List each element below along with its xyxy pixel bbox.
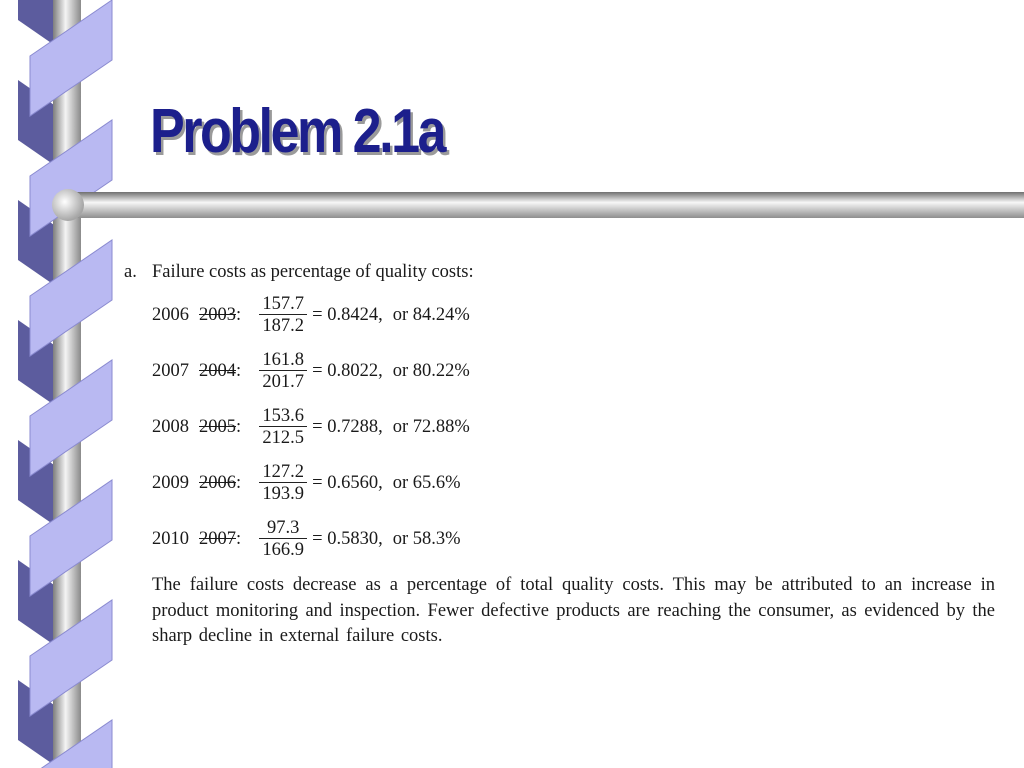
ratio: 0.5830, <box>327 528 383 549</box>
year: 2009 <box>152 472 189 493</box>
struck-year: 2007 <box>199 528 236 549</box>
fraction <box>259 462 307 505</box>
part-heading <box>124 262 996 283</box>
numerator: 157.7 <box>262 293 304 314</box>
fraction <box>259 294 307 337</box>
calculation-row: 2008 2005 : $\frac{153.6}{212.5}$ = 0.7288, or 72.88% <box>152 405 470 448</box>
numerator: 161.8 <box>262 349 304 370</box>
percent: 72.88% <box>412 416 470 437</box>
denominator: 193.9 <box>262 483 304 504</box>
numerator: 97.3 <box>266 517 300 538</box>
fraction <box>259 350 307 393</box>
percent: 65.6% <box>412 472 461 493</box>
denominator: 187.2 <box>262 315 304 336</box>
calculation-row: 2009 2006 : $\frac{127.2}{193.9}$ = 0.6560, or 65.6% <box>152 461 461 504</box>
percent: 58.3% <box>412 528 461 549</box>
denominator: 166.9 <box>262 539 304 560</box>
year: 2006 <box>152 304 189 325</box>
part-heading-text: Failure costs as percentage of quality costs: <box>152 262 474 282</box>
struck-year: 2006 <box>199 472 236 493</box>
percent: 84.24% <box>412 304 470 325</box>
struck-year: 2003 <box>199 304 236 325</box>
calculation-rows <box>124 287 996 567</box>
denominator: 201.7 <box>262 371 304 392</box>
numerator: 127.2 <box>262 461 304 482</box>
calculation-row: 2010 2007 : $\frac{97.3}{166.9}$ = 0.5830, or 58.3% <box>152 517 461 560</box>
title-divider-rule <box>0 180 1024 232</box>
numerator: 153.6 <box>262 405 304 426</box>
conclusion-paragraph: The failure costs decrease as a percentage of total quality costs. This may be attributed to an increase in product monitoring and inspection. Fewer defective products are reaching the consumer, as evidenced by the sharp decline in external failure costs. <box>152 575 995 646</box>
fraction <box>259 518 307 561</box>
struck-year: 2004 <box>199 360 236 381</box>
ratio: 0.7288, <box>327 416 383 437</box>
part-label: a. <box>124 262 137 282</box>
year: 2010 <box>152 528 189 549</box>
ratio: 0.6560, <box>327 472 383 493</box>
ribbon-pole-decoration <box>0 0 120 768</box>
calculation-row: 2007 2004 : $\frac{161.8}{201.7}$ = 0.8022, or 80.22% <box>152 349 470 392</box>
struck-year: 2005 <box>199 416 236 437</box>
solution-content <box>124 262 996 650</box>
ratio: 0.8022, <box>327 360 383 381</box>
ratio: 0.8424, <box>327 304 383 325</box>
year: 2008 <box>152 416 189 437</box>
denominator: 212.5 <box>262 427 304 448</box>
calculation-row: 2006 2003 : $\frac{157.7}{187.2}$ = 0.8424, or 84.24% <box>152 293 470 336</box>
slide-title: Problem 2.1a <box>150 97 444 166</box>
fraction <box>259 406 307 449</box>
year: 2007 <box>152 360 189 381</box>
percent: 80.22% <box>412 360 470 381</box>
